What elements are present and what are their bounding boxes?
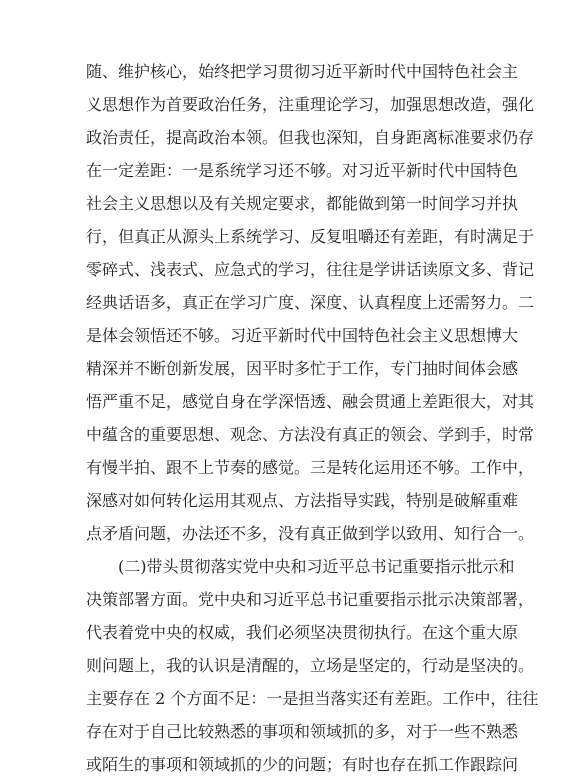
paragraph-heading: (二)带头贯彻落实党中央和习近平总书记重要指示批示和 xyxy=(118,557,515,576)
text-line: 精深并不断创新发展，因平时多忙于工作，专门抽时间体会感 xyxy=(86,359,519,378)
text-line: 则问题上，我的认识是清醒的，立场是坚定的，行动是坚决的。 xyxy=(86,656,535,675)
text-line: 中蕴含的重要思想、观念、方法没有真正的领会、学到手，时常 xyxy=(86,425,535,444)
text-line: 点矛盾问题，办法还不多，没有真正做到学以致用、知行合一。 xyxy=(86,524,535,543)
text-line: 社会主义思想以及有关规定要求，都能做到第一时间学习并执 xyxy=(86,194,519,213)
text-line: 存在对于自己比较熟悉的事项和领域抓的多，对于一些不熟悉 xyxy=(86,722,519,741)
text-line: 是体会领悟还不够。习近平新时代中国特色社会主义思想博大 xyxy=(86,326,519,345)
text-line: 随、维护核心，始终把学习贯彻习近平新时代中国特色社会主 xyxy=(86,62,519,81)
text-line: 行，但真正从源头上系统学习、反复咀嚼还有差距，有时满足于 xyxy=(86,227,535,246)
text-line: 零碎式、浅表式、应急式的学习，往往是学讲话读原文多、背记 xyxy=(86,260,535,279)
text-line: 悟严重不足，感觉自身在学深悟透、融会贯通上差距很大，对其 xyxy=(86,392,535,411)
text-line: 经典话语多，真正在学习广度、深度、认真程度上还需努力。二 xyxy=(86,293,535,312)
text-line: 义思想作为首要政治任务，注重理论学习，加强思想改造，强化 xyxy=(86,95,535,114)
text-line: 有慢半拍、跟不上节奏的感觉。三是转化运用还不够。工作中， xyxy=(86,458,535,477)
text-line: 政治责任，提高政治本领。但我也深知，自身距离标准要求仍存 xyxy=(86,128,535,147)
text-line: 决策部署方面。党中央和习近平总书记重要指示批示决策部署， xyxy=(86,590,535,609)
text-line: 代表着党中央的权威，我们必须坚决贯彻执行。在这个重大原 xyxy=(86,623,519,642)
text-line: 深感对如何转化运用其观点、方法指导实践，特别是破解重难 xyxy=(86,491,519,510)
text-line: 或陌生的事项和领域抓的少的问题；有时也存在抓工作跟踪问 xyxy=(86,755,519,774)
text-line: 主要存在 2 个方面不足：一是担当落实还有差距。工作中，往往 xyxy=(86,689,539,708)
text-line: 在一定差距：一是系统学习还不够。对习近平新时代中国特色 xyxy=(86,161,519,180)
